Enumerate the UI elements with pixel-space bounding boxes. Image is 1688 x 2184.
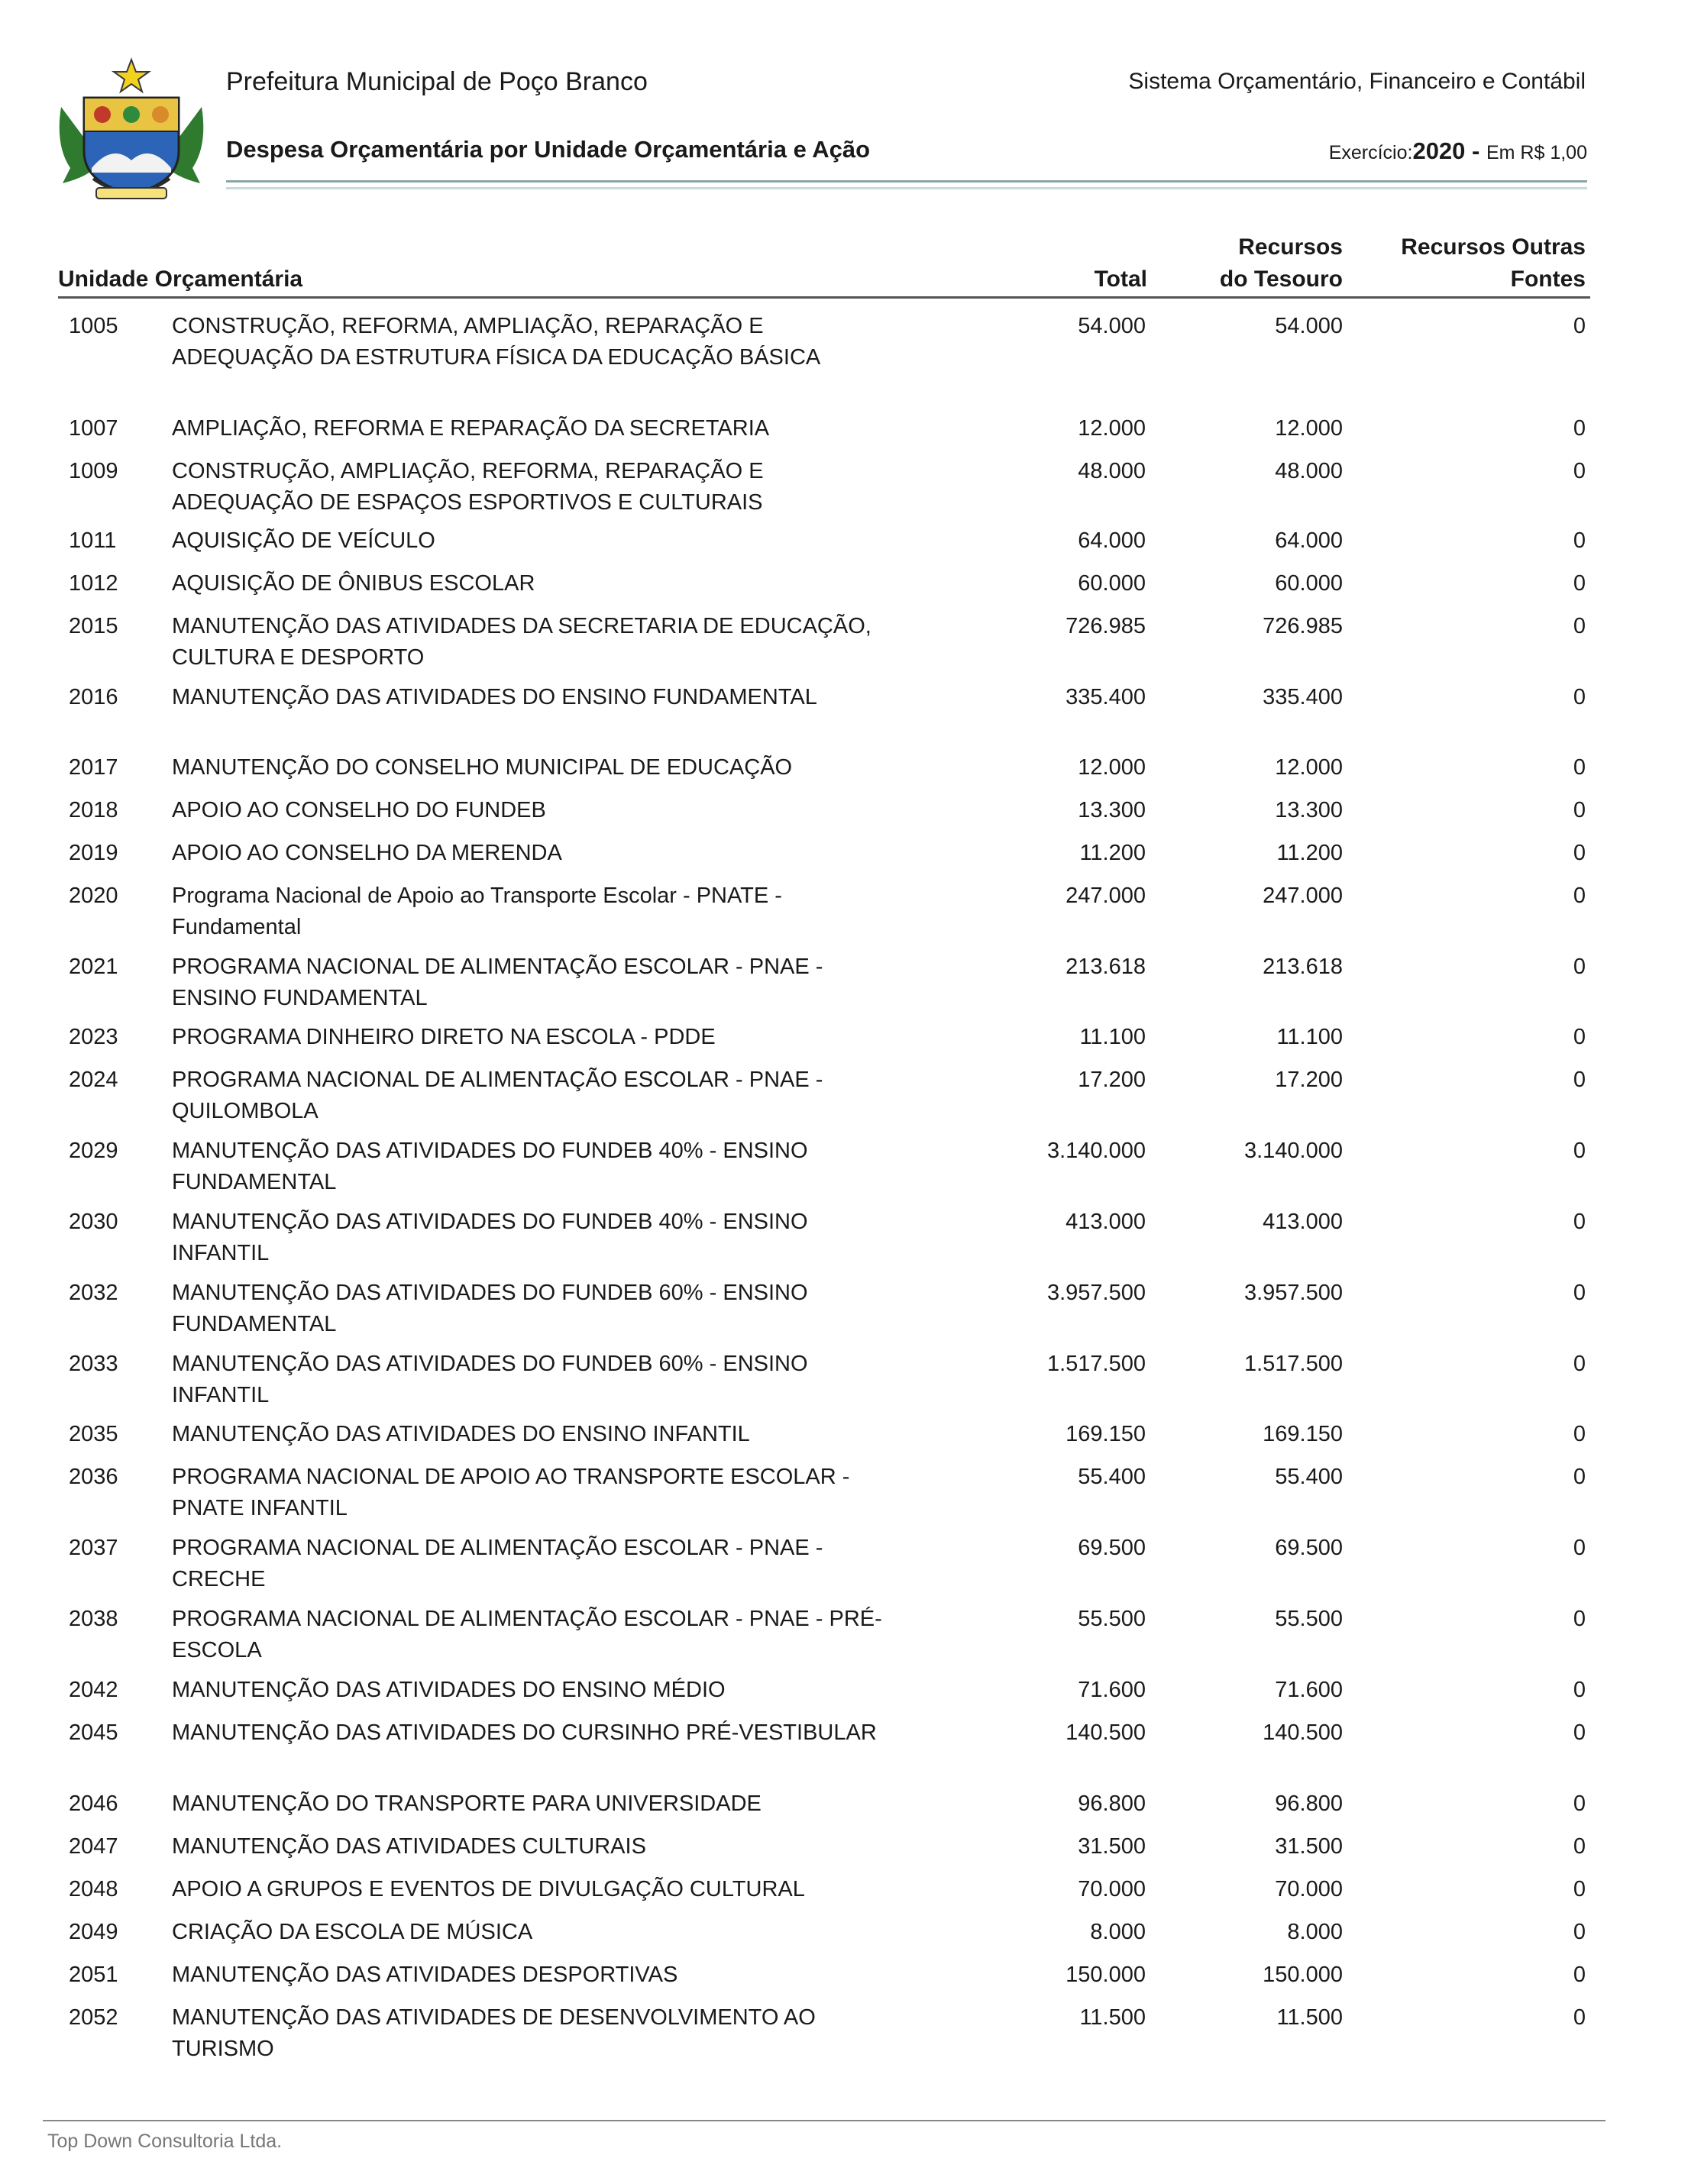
cell-code: 2048 [69, 1877, 118, 1901]
cell-total: 69.500 [1078, 1536, 1146, 1560]
cell-other-sources: 0 [1573, 1465, 1586, 1489]
cell-description: APOIO AO CONSELHO DA MERENDA [172, 841, 562, 865]
cell-treasury: 140.500 [1263, 1720, 1343, 1745]
cell-other-sources: 0 [1573, 685, 1586, 709]
cell-other-sources: 0 [1573, 314, 1586, 338]
cell-treasury: 335.400 [1263, 685, 1343, 709]
cell-other-sources: 0 [1573, 528, 1586, 553]
cell-code: 1005 [69, 314, 118, 338]
cell-total: 11.100 [1079, 1025, 1146, 1049]
cell-treasury: 54.000 [1275, 314, 1343, 338]
cell-total: 150.000 [1066, 1963, 1146, 1987]
cell-code: 2035 [69, 1422, 118, 1446]
cell-code: 2015 [69, 614, 118, 638]
cell-treasury: 12.000 [1275, 416, 1343, 441]
cell-other-sources: 0 [1573, 798, 1586, 822]
cell-total: 13.300 [1078, 798, 1146, 822]
cell-treasury: 64.000 [1275, 528, 1343, 553]
cell-other-sources: 0 [1573, 416, 1586, 441]
cell-other-sources: 0 [1573, 1281, 1586, 1305]
cell-other-sources: 0 [1573, 1422, 1586, 1446]
cell-other-sources: 0 [1573, 1720, 1586, 1745]
cell-code: 2052 [69, 2005, 118, 2030]
cell-treasury: 413.000 [1263, 1210, 1343, 1234]
cell-description: MANUTENÇÃO DAS ATIVIDADES CULTURAIS [172, 1834, 646, 1859]
cell-total: 726.985 [1066, 614, 1146, 638]
cell-total: 64.000 [1078, 528, 1146, 553]
cell-code: 2024 [69, 1068, 118, 1092]
cell-treasury: 31.500 [1275, 1834, 1343, 1859]
municipality-name: Prefeitura Municipal de Poço Branco [226, 67, 648, 96]
municipal-coat-of-arms-logo [47, 53, 215, 205]
cell-description: CONSTRUÇÃO, REFORMA, AMPLIAÇÃO, REPARAÇÃO E ADEQUAÇÃO DA ESTRUTURA FÍSICA DA EDUCAÇÃO BÁSICA [172, 314, 821, 370]
cell-treasury: 726.985 [1263, 614, 1343, 638]
cell-total: 11.500 [1079, 2005, 1146, 2030]
cell-description: MANUTENÇÃO DAS ATIVIDADES DO ENSINO FUNDAMENTAL [172, 685, 817, 709]
cell-description: CRIAÇÃO DA ESCOLA DE MÚSICA [172, 1920, 533, 1944]
cell-other-sources: 0 [1573, 884, 1586, 908]
cell-total: 213.618 [1066, 955, 1146, 979]
cell-other-sources: 0 [1573, 1607, 1586, 1631]
cell-treasury: 69.500 [1275, 1536, 1343, 1560]
cell-code: 2017 [69, 755, 118, 780]
cell-code: 2018 [69, 798, 118, 822]
cell-total: 48.000 [1078, 459, 1146, 483]
cell-treasury: 213.618 [1263, 955, 1343, 979]
cell-other-sources: 0 [1573, 1210, 1586, 1234]
cell-description: MANUTENÇÃO DAS ATIVIDADES DO FUNDEB 40% - ENSINO FUNDAMENTAL [172, 1139, 808, 1194]
cell-total: 96.800 [1078, 1791, 1146, 1816]
header-divider [226, 180, 1587, 189]
cell-total: 55.500 [1078, 1607, 1146, 1631]
cell-description: PROGRAMA NACIONAL DE ALIMENTAÇÃO ESCOLAR - PNAE - CRECHE [172, 1536, 823, 1591]
cell-description: MANUTENÇÃO DAS ATIVIDADES DO FUNDEB 60% - ENSINO INFANTIL [172, 1352, 808, 1407]
cell-treasury: 13.300 [1275, 798, 1343, 822]
cell-code: 2030 [69, 1210, 118, 1234]
cell-total: 12.000 [1078, 755, 1146, 780]
cell-code: 2038 [69, 1607, 118, 1631]
cell-code: 1007 [69, 416, 118, 441]
cell-other-sources: 0 [1573, 459, 1586, 483]
footer-divider [43, 2120, 1606, 2121]
cell-treasury: 3.957.500 [1243, 1281, 1343, 1305]
cell-description: Programa Nacional de Apoio ao Transporte Escolar - PNATE - Fundamental [172, 884, 782, 939]
cell-treasury: 60.000 [1275, 571, 1343, 596]
cell-code: 2021 [69, 955, 118, 979]
cell-description: MANUTENÇÃO DAS ATIVIDADES DE DESENVOLVIMENTO AO TURISMO [172, 2005, 816, 2061]
cell-description: AQUISIÇÃO DE ÔNIBUS ESCOLAR [172, 571, 535, 596]
cell-code: 2051 [69, 1963, 118, 1987]
cell-description: APOIO AO CONSELHO DO FUNDEB [172, 798, 546, 822]
column-header-total: Total [1094, 267, 1147, 292]
cell-other-sources: 0 [1573, 1963, 1586, 1987]
cell-treasury: 48.000 [1275, 459, 1343, 483]
cell-treasury: 11.500 [1276, 2005, 1343, 2030]
cell-description: MANUTENÇÃO DAS ATIVIDADES DO FUNDEB 40% - ENSINO INFANTIL [172, 1210, 808, 1265]
cell-total: 3.140.000 [1046, 1139, 1146, 1163]
cell-other-sources: 0 [1573, 841, 1586, 865]
cell-code: 2023 [69, 1025, 118, 1049]
footer-company: Top Down Consultoria Ltda. [47, 2131, 283, 2152]
cell-other-sources: 0 [1573, 755, 1586, 780]
cell-total: 11.200 [1079, 841, 1146, 865]
cell-description: PROGRAMA NACIONAL DE ALIMENTAÇÃO ESCOLAR - PNAE - QUILOMBOLA [172, 1068, 823, 1123]
cell-total: 70.000 [1078, 1877, 1146, 1901]
cell-total: 31.500 [1078, 1834, 1146, 1859]
cell-total: 1.517.500 [1046, 1352, 1146, 1376]
cell-other-sources: 0 [1573, 614, 1586, 638]
cell-description: MANUTENÇÃO DO TRANSPORTE PARA UNIVERSIDADE [172, 1791, 762, 1816]
cell-total: 8.000 [1090, 1920, 1146, 1944]
cell-code: 1012 [69, 571, 118, 596]
cell-description: MANUTENÇÃO DAS ATIVIDADES DO ENSINO INFANTIL [172, 1422, 750, 1446]
cell-code: 2036 [69, 1465, 118, 1489]
cell-code: 2019 [69, 841, 118, 865]
cell-other-sources: 0 [1573, 1834, 1586, 1859]
cell-description: MANUTENÇÃO DO CONSELHO MUNICIPAL DE EDUCAÇÃO [172, 755, 793, 780]
cell-total: 54.000 [1078, 314, 1146, 338]
cell-code: 2033 [69, 1352, 118, 1376]
cell-total: 413.000 [1066, 1210, 1146, 1234]
cell-treasury: 8.000 [1287, 1920, 1343, 1944]
cell-total: 3.957.500 [1046, 1281, 1146, 1305]
cell-total: 55.400 [1078, 1465, 1146, 1489]
cell-treasury: 11.100 [1276, 1025, 1343, 1049]
cell-treasury: 3.140.000 [1243, 1139, 1343, 1163]
cell-description: PROGRAMA NACIONAL DE APOIO AO TRANSPORTE ESCOLAR - PNATE INFANTIL [172, 1465, 850, 1520]
cell-treasury: 11.200 [1276, 841, 1343, 865]
column-header-other-sources: Recursos Outras Fontes [1401, 234, 1586, 292]
cell-other-sources: 0 [1573, 1678, 1586, 1702]
cell-code: 1011 [69, 528, 117, 553]
cell-treasury: 96.800 [1275, 1791, 1343, 1816]
cell-description: MANUTENÇÃO DAS ATIVIDADES DA SECRETARIA DE EDUCAÇÃO, CULTURA E DESPORTO [172, 614, 871, 670]
cell-other-sources: 0 [1573, 571, 1586, 596]
cell-description: AQUISIÇÃO DE VEÍCULO [172, 528, 435, 553]
cell-total: 12.000 [1078, 416, 1146, 441]
cell-description: CONSTRUÇÃO, AMPLIAÇÃO, REFORMA, REPARAÇÃO E ADEQUAÇÃO DE ESPAÇOS ESPORTIVOS E CULTURAIS [172, 459, 764, 515]
exercise-label: Exercício: [1328, 142, 1413, 163]
cell-total: 17.200 [1078, 1068, 1146, 1092]
cell-treasury: 12.000 [1275, 755, 1343, 780]
column-header-unit: Unidade Orçamentária [58, 267, 303, 292]
cell-total: 60.000 [1078, 571, 1146, 596]
exercise-year: 2020 [1412, 137, 1466, 164]
currency-label: Em R$ 1,00 [1486, 142, 1587, 163]
exercise-separator: - [1465, 137, 1486, 164]
cell-code: 2049 [69, 1920, 118, 1944]
cell-description: MANUTENÇÃO DAS ATIVIDADES DESPORTIVAS [172, 1963, 678, 1987]
cell-code: 2029 [69, 1139, 118, 1163]
cell-treasury: 70.000 [1275, 1877, 1343, 1901]
cell-code: 2032 [69, 1281, 118, 1305]
table-header-divider [58, 296, 1590, 299]
cell-code: 2046 [69, 1791, 118, 1816]
fiscal-year-info [1329, 137, 1587, 165]
cell-other-sources: 0 [1573, 1352, 1586, 1376]
cell-other-sources: 0 [1573, 1920, 1586, 1944]
cell-description: MANUTENÇÃO DAS ATIVIDADES DO CURSINHO PRÉ-VESTIBULAR [172, 1720, 877, 1745]
cell-treasury: 17.200 [1275, 1068, 1343, 1092]
cell-code: 2042 [69, 1678, 118, 1702]
cell-other-sources: 0 [1573, 1791, 1586, 1816]
cell-code: 2045 [69, 1720, 118, 1745]
cell-treasury: 169.150 [1263, 1422, 1343, 1446]
cell-other-sources: 0 [1573, 1068, 1586, 1092]
cell-other-sources: 0 [1573, 1877, 1586, 1901]
cell-description: PROGRAMA DINHEIRO DIRETO NA ESCOLA - PDDE [172, 1025, 716, 1049]
column-header-treasury: Recursos do Tesouro [1219, 234, 1343, 292]
cell-treasury: 150.000 [1263, 1963, 1343, 1987]
cell-code: 1009 [69, 459, 118, 483]
cell-other-sources: 0 [1573, 2005, 1586, 2030]
cell-total: 140.500 [1066, 1720, 1146, 1745]
cell-code: 2047 [69, 1834, 118, 1859]
cell-other-sources: 0 [1573, 1025, 1586, 1049]
cell-treasury: 55.500 [1275, 1607, 1343, 1631]
cell-code: 2037 [69, 1536, 118, 1560]
cell-total: 335.400 [1066, 685, 1146, 709]
cell-description: PROGRAMA NACIONAL DE ALIMENTAÇÃO ESCOLAR - PNAE - PRÉ-ESCOLA [172, 1607, 882, 1662]
cell-code: 2020 [69, 884, 118, 908]
cell-description: APOIO A GRUPOS E EVENTOS DE DIVULGAÇÃO CULTURAL [172, 1877, 805, 1901]
report-title: Despesa Orçamentária por Unidade Orçamentária e Ação [226, 136, 871, 163]
cell-treasury: 1.517.500 [1243, 1352, 1343, 1376]
cell-description: AMPLIAÇÃO, REFORMA E REPARAÇÃO DA SECRETARIA [172, 416, 770, 441]
cell-description: MANUTENÇÃO DAS ATIVIDADES DO ENSINO MÉDIO [172, 1678, 726, 1702]
system-name: Sistema Orçamentário, Financeiro e Contábil [1128, 69, 1586, 94]
cell-treasury: 247.000 [1263, 884, 1343, 908]
cell-other-sources: 0 [1573, 1536, 1586, 1560]
cell-treasury: 55.400 [1275, 1465, 1343, 1489]
cell-description: MANUTENÇÃO DAS ATIVIDADES DO FUNDEB 60% - ENSINO FUNDAMENTAL [172, 1281, 808, 1336]
cell-total: 169.150 [1066, 1422, 1146, 1446]
cell-description: PROGRAMA NACIONAL DE ALIMENTAÇÃO ESCOLAR - PNAE - ENSINO FUNDAMENTAL [172, 955, 823, 1010]
cell-total: 247.000 [1066, 884, 1146, 908]
cell-total: 71.600 [1078, 1678, 1146, 1702]
cell-other-sources: 0 [1573, 1139, 1586, 1163]
cell-other-sources: 0 [1573, 955, 1586, 979]
cell-code: 2016 [69, 685, 118, 709]
cell-treasury: 71.600 [1275, 1678, 1343, 1702]
